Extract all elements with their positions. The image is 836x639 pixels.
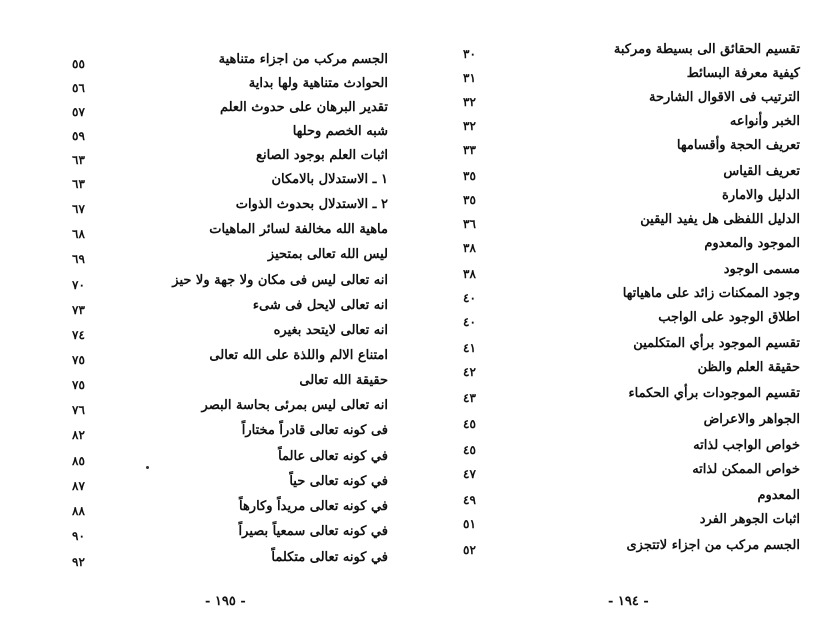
toc-entry-title: المعدوم (757, 488, 800, 503)
toc-entry (418, 260, 836, 284)
toc-entry-page-number: ٣٣ (463, 143, 476, 157)
toc-entry-title: اطلاق الوجود على الواجب (658, 310, 800, 325)
toc-entry-page-number: ٨٢ (72, 428, 85, 442)
toc-entry-title: مسمى الوجود (723, 262, 800, 277)
toc-entry-title: الجسم مركب من اجزاء متناهية (218, 52, 388, 67)
toc-entry-title: الخبر وأنواعه (729, 114, 800, 129)
toc-entry (418, 284, 836, 308)
toc-entry (0, 396, 418, 420)
toc-entry-title: تعريف الحجة وأقسامها (676, 138, 800, 153)
toc-entry-title: تقسيم الموجودات برأي الحكماء (628, 386, 800, 401)
right-page (418, 0, 836, 639)
toc-entry-title: اثبات الجوهر الفرد (699, 512, 800, 527)
toc-entry-title: ٢ ـ الاستدلال بحدوث الذوات (235, 197, 388, 212)
toc-entry-title: تقسيم الحقائق الى بسيطة ومركبة (613, 42, 800, 57)
toc-entry-page-number: ٤٣ (463, 391, 476, 405)
toc-entry-page-number: ٦٣ (72, 177, 85, 191)
toc-entry-page-number: ٤٧ (463, 467, 476, 481)
toc-entry-page-number: ٥٩ (72, 129, 85, 143)
toc-entry (0, 220, 418, 244)
toc-entry-page-number: ٩٢ (72, 555, 85, 569)
toc-entry (418, 88, 836, 112)
toc-entry-page-number: ٤٩ (463, 493, 476, 507)
toc-entry (418, 486, 836, 510)
toc-entry-page-number: ٦٣ (72, 153, 85, 167)
toc-entry-page-number: ٤١ (463, 341, 476, 355)
toc-entry-title: حقيقة العلم والظن (697, 360, 800, 375)
toc-entry (0, 522, 418, 546)
toc-entry-title: فى كونه تعالى قادراً مختاراً (241, 423, 388, 438)
toc-entry-page-number: ٥٦ (72, 81, 85, 95)
toc-entry-title: كيفية معرفة البسائط (686, 66, 800, 81)
toc-entry (0, 74, 418, 98)
toc-entry-title: الموجود والمعدوم (704, 236, 800, 251)
toc-entry-title: امتناع الالم واللذة على الله تعالى (209, 348, 388, 363)
toc-entry-title: شبه الخصم وحلها (292, 124, 388, 139)
toc-entry-page-number: ٨٥ (72, 454, 85, 468)
toc-entry-title: الدليل اللفظى هل يفيد اليقين (640, 212, 800, 227)
toc-entry-page-number: ٦٧ (72, 202, 85, 216)
toc-entry-title: اثبات العلم بوجود الصانع (256, 148, 388, 163)
toc-entry-page-number: ٣٦ (463, 217, 476, 231)
toc-entry-page-number: ٤٠ (463, 315, 476, 329)
toc-entry-page-number: ٤٢ (463, 365, 476, 379)
toc-entry-page-number: ٤٥ (463, 417, 476, 431)
toc-entry (418, 510, 836, 534)
toc-entry-page-number: ٣٨ (463, 241, 476, 255)
right-page-number: - ١٩٤ - (608, 594, 649, 609)
toc-entry-title: حقيقة الله تعالى (299, 373, 388, 388)
toc-entry (418, 410, 836, 434)
toc-entry (0, 548, 418, 572)
toc-entry-page-number: ٦٩ (72, 252, 85, 266)
toc-entry (418, 384, 836, 408)
toc-entry-title: خواص الممكن لذاته (692, 462, 800, 477)
toc-entry (0, 50, 418, 74)
toc-entry (418, 186, 836, 210)
toc-entry (0, 371, 418, 395)
toc-entry (0, 296, 418, 320)
toc-entry-title: في كونه تعالى مريداً وكارهاً (238, 499, 388, 514)
toc-entry-title: الجسم مركب من اجزاء لاتتجزى (626, 538, 800, 553)
toc-entry-page-number: ٤٥ (463, 443, 476, 457)
toc-entry-page-number: ٥١ (463, 517, 476, 531)
toc-entry-title: في كونه تعالى متكلماً (271, 550, 388, 565)
toc-entry (418, 64, 836, 88)
toc-entry (418, 40, 836, 64)
toc-entry-page-number: ٥٧ (72, 105, 85, 119)
toc-entry (0, 497, 418, 521)
toc-entry-page-number: ٧٥ (72, 353, 85, 367)
toc-entry (418, 334, 836, 358)
toc-entry (0, 321, 418, 345)
toc-entry-title: انه تعالى لايتحد بغيره (273, 323, 388, 338)
toc-entry (418, 234, 836, 258)
toc-entry (418, 460, 836, 484)
toc-entry-page-number: ٧٠ (72, 278, 85, 292)
toc-entry-page-number: ٣٠ (463, 47, 476, 61)
toc-entry-page-number: ٣٨ (463, 267, 476, 281)
toc-entry-title: الترتيب فى الاقوال الشارحة (648, 90, 800, 105)
toc-entry-title: انه تعالى لايحل فى شىء (252, 298, 388, 313)
toc-entry-title: الدليل والامارة (722, 188, 800, 203)
toc-entry-page-number: ٥٥ (72, 57, 85, 71)
toc-entry (0, 122, 418, 146)
toc-entry-title: تعريف القياس (723, 164, 800, 179)
toc-entry-title: انه تعالى ليس فى مكان ولا جهة ولا حيز (172, 273, 388, 288)
toc-entry-title: الحوادث متناهية ولها بداية (248, 76, 388, 91)
toc-entry-title: في كونه تعالى سمعياً بصيراً (238, 524, 388, 539)
toc-entry (418, 162, 836, 186)
toc-entry (418, 436, 836, 460)
toc-entry-title: في كونه تعالى حياً (289, 474, 388, 489)
toc-entry (0, 271, 418, 295)
toc-entry (0, 447, 418, 471)
toc-entry (418, 136, 836, 160)
toc-entry (0, 98, 418, 122)
toc-entry-title: ليس الله تعالى بمتحيز (267, 247, 388, 262)
toc-entry-title: في كونه تعالى عالماً (278, 449, 388, 464)
toc-entry-page-number: ٥٢ (463, 543, 476, 557)
toc-entry-page-number: ٨٨ (72, 504, 85, 518)
toc-entry-title: خواص الواجب لذاته (693, 438, 800, 453)
toc-entry-title: تقدير البرهان على حدوث العلم (219, 100, 388, 115)
toc-entry-title: انه تعالى ليس بمرئى بحاسة البصر (201, 398, 388, 413)
toc-entry (0, 245, 418, 269)
toc-entry (418, 536, 836, 560)
toc-entry-title: تقسيم الموجود برأي المتكلمين (633, 336, 800, 351)
toc-entry-title: ١ ـ الاستدلال بالامكان (271, 172, 388, 187)
toc-entry (0, 421, 418, 445)
toc-entry-page-number: ٧٣ (72, 303, 85, 317)
toc-entry (418, 308, 836, 332)
toc-entry (0, 346, 418, 370)
toc-entry (418, 210, 836, 234)
toc-entry-page-number: ٣٢ (463, 95, 476, 109)
toc-entry (0, 170, 418, 194)
toc-entry-page-number: ٩٠ (72, 529, 85, 543)
toc-entry-page-number: ٨٧ (72, 479, 85, 493)
toc-entry (0, 146, 418, 170)
toc-entry-page-number: ٣٥ (463, 193, 476, 207)
toc-entry-title: وجود الممكنات زائد على ماهياتها (622, 286, 800, 301)
toc-entry-page-number: ٧٤ (72, 328, 85, 342)
toc-entry-page-number: ٣٢ (463, 119, 476, 133)
toc-entry (418, 112, 836, 136)
toc-entry-page-number: ٦٨ (72, 227, 85, 241)
toc-entry-page-number: ٧٦ (72, 403, 85, 417)
toc-entry-title: الجواهر والاعراض (703, 412, 800, 427)
toc-entry-page-number: ٧٥ (72, 378, 85, 392)
toc-entry-title: ماهية الله مخالفة لسائر الماهيات (209, 222, 388, 237)
toc-entry (0, 472, 418, 496)
toc-entry (0, 195, 418, 219)
left-page-number: - ١٩٥ - (205, 594, 246, 609)
ink-speck (146, 466, 149, 469)
toc-entry-page-number: ٤٠ (463, 291, 476, 305)
toc-entry (418, 358, 836, 382)
toc-entry-page-number: ٣١ (463, 71, 476, 85)
toc-entry-page-number: ٣٥ (463, 169, 476, 183)
